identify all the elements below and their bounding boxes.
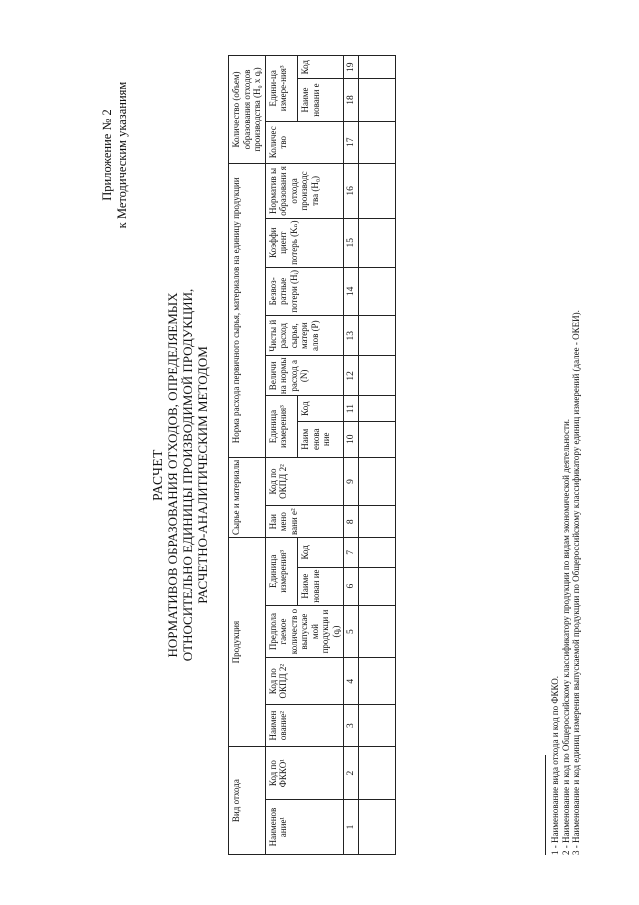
- table-cell: [359, 396, 396, 421]
- appendix-header: [100, 45, 130, 265]
- table-cell: [359, 163, 396, 218]
- table-cell: [359, 747, 396, 800]
- header-col-15: Коэффи циент потерь (Kₙ): [265, 218, 344, 267]
- header-col-13: Чисты й расход сырья, матери алов (P): [265, 316, 344, 356]
- header-col-2: Код по ФККО¹: [265, 747, 344, 800]
- column-number: 9: [344, 457, 359, 506]
- title-line-4: РАСЧЕТНО-АНАЛИТИЧЕСКИМ МЕТОДОМ: [195, 346, 210, 604]
- header-col-8: Наи мено вани е²: [265, 506, 344, 538]
- header-raw-materials: Сырье и материалы: [229, 457, 266, 537]
- table-cell: [359, 800, 396, 855]
- table-empty-row: [359, 56, 396, 855]
- footnotes: [545, 55, 582, 855]
- column-number: 14: [344, 267, 359, 316]
- table-header-row-2: [265, 56, 298, 855]
- table-cell: [359, 538, 396, 568]
- column-number: 3: [344, 704, 359, 746]
- appendix-reference: к Методическим указаниям: [115, 81, 129, 229]
- header-norm: Норма расхода первичного сырья, материалов на единицу продукции: [229, 163, 266, 457]
- header-col-7: Код: [298, 538, 344, 568]
- document-title: [150, 175, 210, 775]
- header-col-9: Код по ОКПД 2²: [265, 457, 344, 506]
- column-number: 5: [344, 605, 359, 658]
- header-unit-product: Единица измерения³: [265, 538, 298, 606]
- footnote-3: 3 - Наименование и код единиц измерения выпускаемой продукции по Общероссийскому классификатору единиц измерений (далее - ОКЕИ).: [571, 310, 581, 855]
- table-header-row-1: [229, 56, 266, 855]
- header-col-17: Количес тво: [265, 121, 344, 163]
- table-cell: [359, 121, 396, 163]
- column-number: 16: [344, 163, 359, 218]
- header-unit-norm: Единица измерения³: [265, 396, 298, 457]
- calculation-table: [228, 55, 396, 855]
- header-unit-quantity: Едини-ца измере-ния³: [265, 56, 298, 122]
- column-number: 1: [344, 800, 359, 855]
- column-number: 12: [344, 356, 359, 396]
- column-number: 19: [344, 56, 359, 79]
- column-number: 11: [344, 396, 359, 421]
- column-number: 7: [344, 538, 359, 568]
- title-line-2: НОРМАТИВОВ ОБРАЗОВАНИЯ ОТХОДОВ, ОПРЕДЕЛЯЕМЫХ: [165, 292, 180, 658]
- column-number: 6: [344, 567, 359, 605]
- header-col-3: Наимен ование²: [265, 704, 344, 746]
- header-col-10: Наим енова ние: [298, 421, 344, 457]
- column-number: 17: [344, 121, 359, 163]
- column-number: 2: [344, 747, 359, 800]
- header-col-4: Код по ОКПД 2²: [265, 658, 344, 704]
- column-number: 18: [344, 79, 359, 121]
- header-col-19: Код: [298, 56, 344, 79]
- table-cell: [359, 356, 396, 396]
- column-number: 10: [344, 421, 359, 457]
- header-col-1: Наименов ание¹: [265, 800, 344, 855]
- table-cell: [359, 704, 396, 746]
- header-col-12: Величи на нормы расход а (N): [265, 356, 344, 396]
- table-cell: [359, 79, 396, 121]
- header-col-5: Предпола гаемое количеств о выпускае мой продукци и (qᵢ): [265, 605, 344, 658]
- table-cell: [359, 56, 396, 79]
- table-cell: [359, 506, 396, 538]
- table-cell: [359, 421, 396, 457]
- table-cell: [359, 218, 396, 267]
- header-col-14: Безвоз-ратные потери (Hᵢ): [265, 267, 344, 316]
- header-col-6: Наиме нован ие: [298, 567, 344, 605]
- table-cell: [359, 605, 396, 658]
- column-number-row: [344, 56, 359, 855]
- header-col-16: Норматив ы образовани я отхода производс тва (H₀): [265, 163, 344, 218]
- footnote-2: 2 - Наименование и код по Общероссийскому классификатору продукции по видам экономической деятельности.: [560, 418, 571, 855]
- table-cell: [359, 658, 396, 704]
- column-number: 8: [344, 506, 359, 538]
- column-number: 13: [344, 316, 359, 356]
- footnote-divider: [545, 755, 546, 855]
- header-waste-type: Вид отхода: [229, 747, 266, 855]
- header-col-18: Наиме новани е: [298, 79, 344, 121]
- table-cell: [359, 457, 396, 506]
- column-number: 15: [344, 218, 359, 267]
- header-product: Продукция: [229, 538, 266, 747]
- column-number: 4: [344, 658, 359, 704]
- header-col-11: Код: [298, 396, 344, 421]
- title-line-3: ОТНОСИТЕЛЬНО ЕДИНИЦЫ ПРОИЗВОДИМОЙ ПРОДУКЦИИ,: [180, 288, 195, 662]
- appendix-number: Приложение № 2: [100, 109, 114, 201]
- table-cell: [359, 316, 396, 356]
- footnote-1: 1 - Наименование вида отхода и код по ФККО.: [550, 675, 560, 855]
- title-line-1: РАСЧЕТ: [150, 449, 165, 501]
- table-cell: [359, 567, 396, 605]
- table-cell: [359, 267, 396, 316]
- header-quantity: Количество (объем) образования отходов производства (Н₀ x qᵢ): [229, 56, 266, 164]
